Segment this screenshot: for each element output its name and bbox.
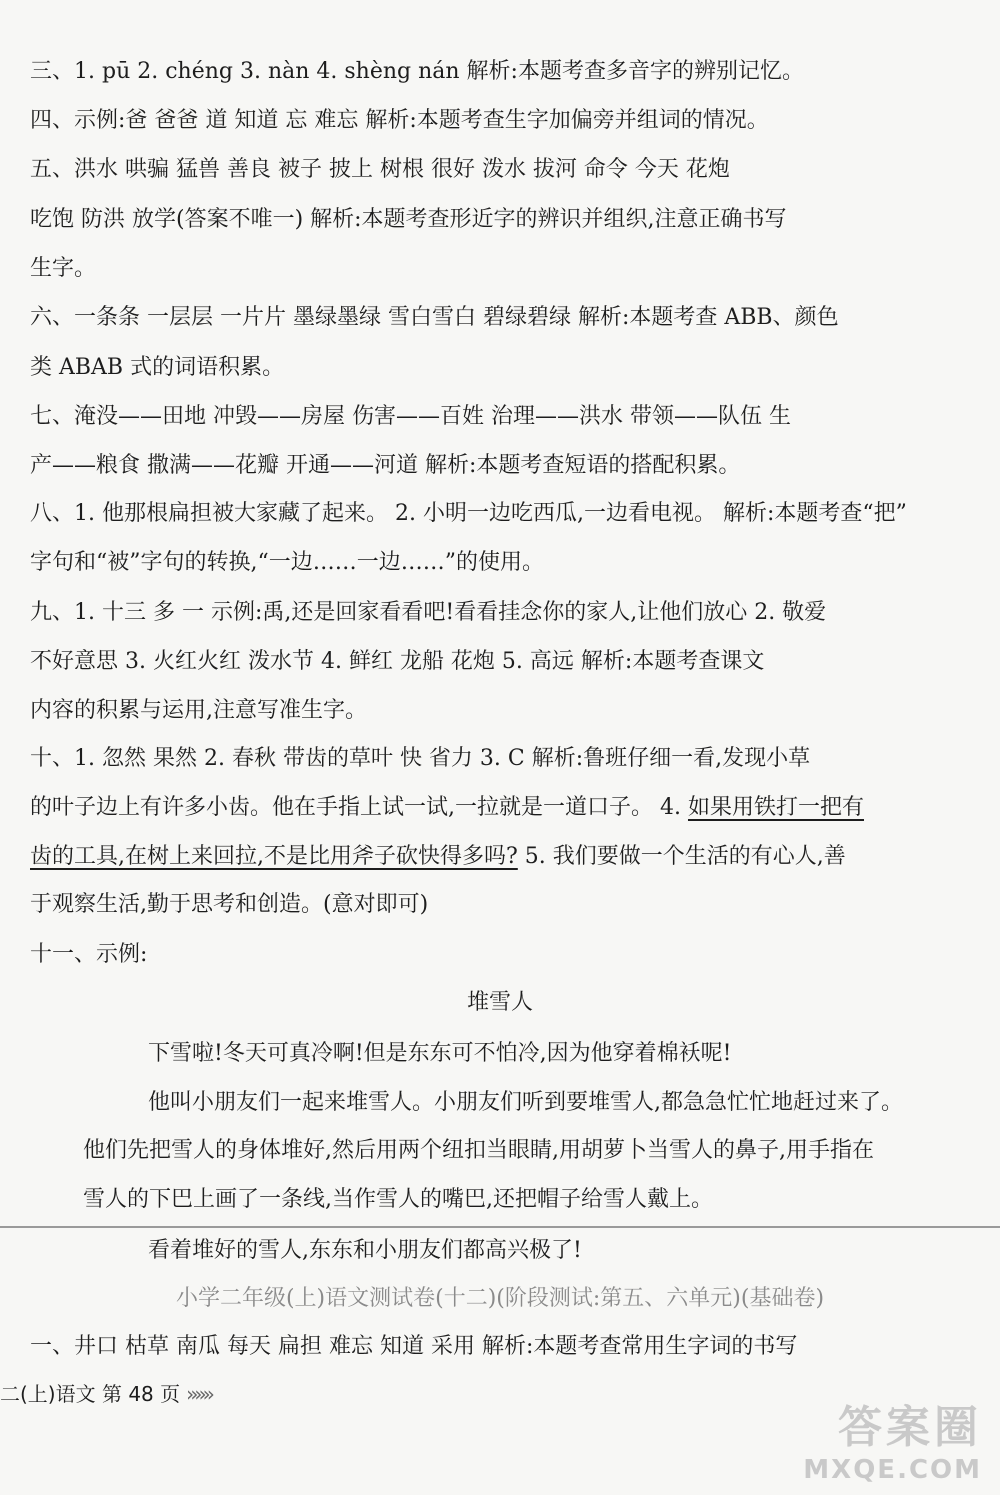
- answer-section-3: 三、1. pū 2. chéng 3. nàn 4. shèng nán 解析:本题考查多音字的辨别记忆。: [30, 59, 804, 84]
- answer-section-7-line1: 七、淹没——田地 冲毁——房屋 伤害——百姓 治理——洪水 带领——队伍 生: [30, 404, 791, 429]
- answer-section-10-line4: 于观察生活,勤于思考和创造。(意对即可): [30, 892, 429, 917]
- answer-text: 的叶子边上有许多小齿。他在手指上试一试,一拉就是一道口子。 4.: [30, 795, 688, 820]
- answer-section-9-line3: 内容的积累与运用,注意写准生字。: [30, 698, 367, 723]
- essay-paragraph-2-line3: 雪人的下巴上画了一条线,当作雪人的嘴巴,还把帽子给雪人戴上。: [83, 1187, 713, 1212]
- answer-section-10-line2: [30, 791, 970, 825]
- watermark-logo-text: 答案圈: [838, 1402, 982, 1453]
- test-paper-title: 小学二年级(上)语文测试卷(十二)(阶段测试:第五、六单元)(基础卷): [175, 1286, 825, 1311]
- answer-section-5-line3: 生字。: [30, 256, 97, 281]
- answer-text: 5. 我们要做一个生活的有心人,善: [517, 844, 846, 869]
- page-divider: [0, 1226, 1000, 1228]
- answer-section-11: 十一、示例:: [30, 942, 148, 967]
- answer-section-6-line2: 类 ABAB 式的词语积累。: [30, 355, 285, 380]
- answer-section-7-line2: 产——粮食 撒满——花瓣 开通——河道 解析:本题考查短语的搭配积累。: [30, 453, 741, 478]
- watermark-url: MXQE.COM: [803, 1455, 982, 1485]
- page-footer: [0, 1378, 211, 1407]
- answer-section-8-line1: 八、1. 他那根扁担被大家藏了起来。 2. 小明一边吃西瓜,一边看电视。 解析:本题考查“把”: [30, 501, 907, 526]
- site-watermark: [803, 1391, 982, 1485]
- answer-section-4: 四、示例:爸 爸爸 道 知道 忘 难忘 解析:本题考查生字加偏旁并组词的情况。: [30, 108, 769, 133]
- essay-paragraph-2-line1: 他叫小朋友们一起来堆雪人。小朋友们听到要堆雪人,都急急忙忙地赶过来了。: [148, 1090, 903, 1115]
- essay-paragraph-3: 看着堆好的雪人,东东和小朋友们都高兴极了!: [148, 1238, 582, 1263]
- underlined-answer: 齿的工具,在树上来回拉,不是比用斧子砍快得多吗?: [30, 844, 518, 869]
- page-number-label: 二(上)语文 第 48 页: [0, 1382, 181, 1406]
- arrows-icon: »»»: [186, 1382, 211, 1406]
- answer-section-5-line2: 吃饱 防洪 放学(答案不唯一) 解析:本题考查形近字的辨识并组织,注意正确书写: [30, 207, 787, 232]
- answer-section-9-line1: 九、1. 十三 多 一 示例:禹,还是回家看看吧!看看挂念你的家人,让他们放心 2. 敬爱: [30, 600, 827, 625]
- essay-paragraph-2-line2: 他们先把雪人的身体堆好,然后用两个纽扣当眼睛,用胡萝卜当雪人的鼻子,用手指在: [83, 1138, 874, 1163]
- underlined-answer: 如果用铁打一把有: [687, 795, 864, 820]
- next-section-1: 一、井口 枯草 南瓜 每天 扁担 难忘 知道 采用 解析:本题考查常用生字词的书写: [30, 1334, 798, 1359]
- essay-title: 堆雪人: [466, 990, 533, 1015]
- answer-section-6-line1: 六、一条条 一层层 一片片 墨绿墨绿 雪白雪白 碧绿碧绿 解析:本题考查 ABB、颜色: [30, 305, 839, 330]
- answer-section-9-line2: 不好意思 3. 火红火红 泼水节 4. 鲜红 龙船 花炮 5. 高远 解析:本题考查课文: [30, 649, 765, 674]
- essay-paragraph-1: 下雪啦!冬天可真冷啊!但是东东可不怕冷,因为他穿着棉袄呢!: [148, 1041, 732, 1066]
- answer-section-10-line3: [30, 840, 970, 874]
- answer-section-5-line1: 五、洪水 哄骗 猛兽 善良 被子 披上 树根 很好 泼水 拔河 命令 今天 花炮: [30, 157, 730, 182]
- answer-section-10-line1: 十、1. 忽然 果然 2. 春秋 带齿的草叶 快 省力 3. C 解析:鲁班仔细一看,发现小草: [30, 746, 811, 771]
- answer-section-8-line2: 字句和“被”字句的转换,“一边……一边……”的使用。: [30, 550, 544, 575]
